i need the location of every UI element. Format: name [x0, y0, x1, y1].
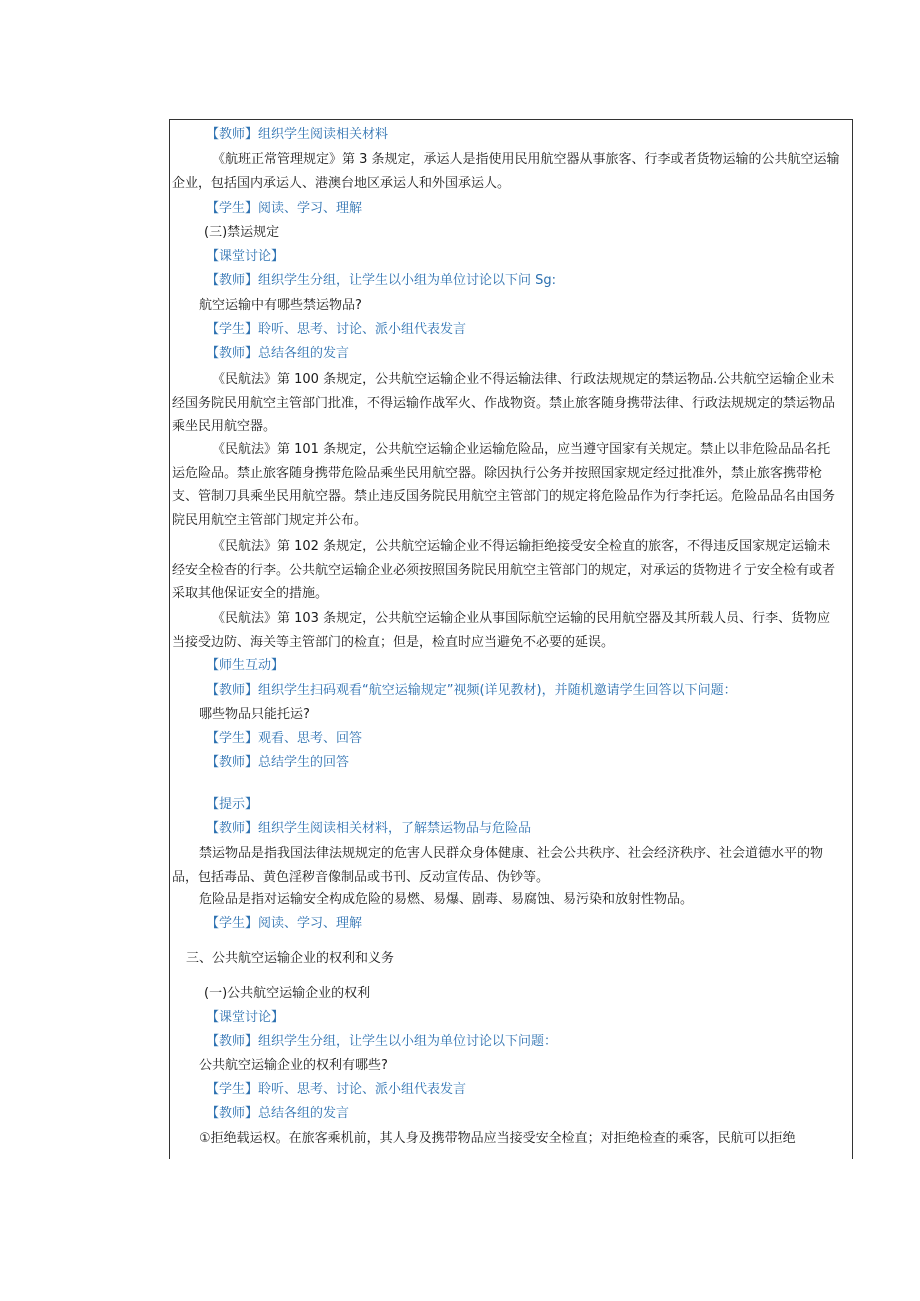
paragraph: 禁运物品是指我国法律法规规定的危害人民群众身体健康、社会公共秩序、社会经济秩序、社会道德水平的物品，包括毒品、黄色淫秽音像制品或书刊、反动宣传品、伪钞等。 — [172, 846, 824, 885]
question: 公共航空运输企业的权利有哪些? — [199, 1058, 388, 1073]
student-note: 【学生】阅读、学习、理解 — [206, 201, 363, 216]
student-note: 【学生】聆听、思考、讨论、派小组代表发言 — [206, 1082, 467, 1097]
paragraph: 《民航法》第 100 条规定，公共航空运输企业不得运输法律、行政法规规定的禁运物品.公共航空运输企业未经国务院民用航空主管部门批准，不得运输作战军火、作战物资。禁止旅客随身携带法律、行政法规规定的禁运物品乘坐民用航空器。 — [172, 372, 836, 434]
paragraph: ①拒绝载运权。在旅客乘机前，其人身及携带物品应当接受安全检直；对拒绝检查的乘客，民航可以拒绝 — [199, 1131, 796, 1146]
paragraph: 《民航法》第 103 条规定，公共航空运输企业从事国际航空运输的民用航空器及其所载人员、行李、货物应当接受边防、海关等主管部门的检直；但是，检直时应当避免不必要的延误。 — [172, 611, 831, 650]
question: 航空运输中有哪些禁运物品? — [199, 298, 362, 313]
question: 哪些物品只能托运? — [199, 707, 310, 722]
teacher-note: 【教师】组织学生阅读相关材料 — [206, 127, 389, 142]
activity-label: 【课堂讨论】 — [206, 1010, 285, 1025]
paragraph: 《民航法》第 102 条规定，公共航空运输企业不得运输拒绝接受安全检直的旅客，不得违反国家规定运输未经安全检杳的行李。公共航空运输企业必须按照国务院民用航空主管部门的规定，对承运的货物进彳亍安全检有或者采取其他保证安全的措施。 — [172, 539, 836, 601]
teacher-note: 【教师】总结各组的发言 — [206, 346, 350, 361]
teacher-note: 【教师】组织学生分组，让学生以小组为单位讨论以下问 Sg: — [206, 273, 557, 288]
student-note: 【学生】阅读、学习、理解 — [206, 916, 363, 931]
section-heading: (三)禁运规定 — [204, 225, 280, 240]
activity-label: 【课堂讨论】 — [206, 249, 285, 264]
subsection-heading: (一)公共航空运输企业的权利 — [204, 986, 371, 1001]
teacher-note: 【教师】总结各组的发言 — [206, 1106, 350, 1121]
activity-label: 【师生互动】 — [206, 658, 285, 673]
paragraph: 《民航法》第 101 条规定，公共航空运输企业运输危险品，应当遵守国家有关规定。禁止以非危险品品名托运危险品。禁止旅客随身携带危险品乘坐民用航空器。除因执行公务并按照国家规定经过批准外，禁止旅客携带枪支、管制刀具乘坐民用航空器。禁止违反国务院民用航空主管部门的规定将危险品作为行李托运。危险品品名由国务院民用航空主管部门规定并公布。 — [172, 442, 836, 528]
teacher-note: 【教师】组织学生分组，让学生以小组为单位讨论以下问题： — [206, 1034, 558, 1049]
teacher-note: 【教师】组织学生扫码观看“航空运输规定”视频(详见教材)，并随机邀请学生回答以下问题： — [206, 683, 737, 698]
student-note: 【学生】观看、思考、回答 — [206, 731, 363, 746]
student-note: 【学生】聆听、思考、讨论、派小组代表发言 — [206, 322, 467, 337]
teacher-note: 【教师】总结学生的回答 — [206, 755, 350, 770]
paragraph: 危险品是指对运输安全构成危险的易燃、易爆、剧毒、易腐蚀、易污染和放射性物品。 — [199, 892, 694, 907]
paragraph: 《航班正常管理规定》第 3 条规定，承运人是指使用民用航空器从事旅客、行李或者货物运输的公共航空运输企业，包括国内承运人、港澳台地区承运人和外国承运人。 — [172, 152, 840, 191]
section-heading: 三、公共航空运输企业的权利和义务 — [186, 951, 395, 966]
teacher-note: 【教师】组织学生阅读相关材料，了解禁运物品与危险品 — [206, 821, 532, 836]
activity-label: 【提示】 — [206, 797, 259, 812]
